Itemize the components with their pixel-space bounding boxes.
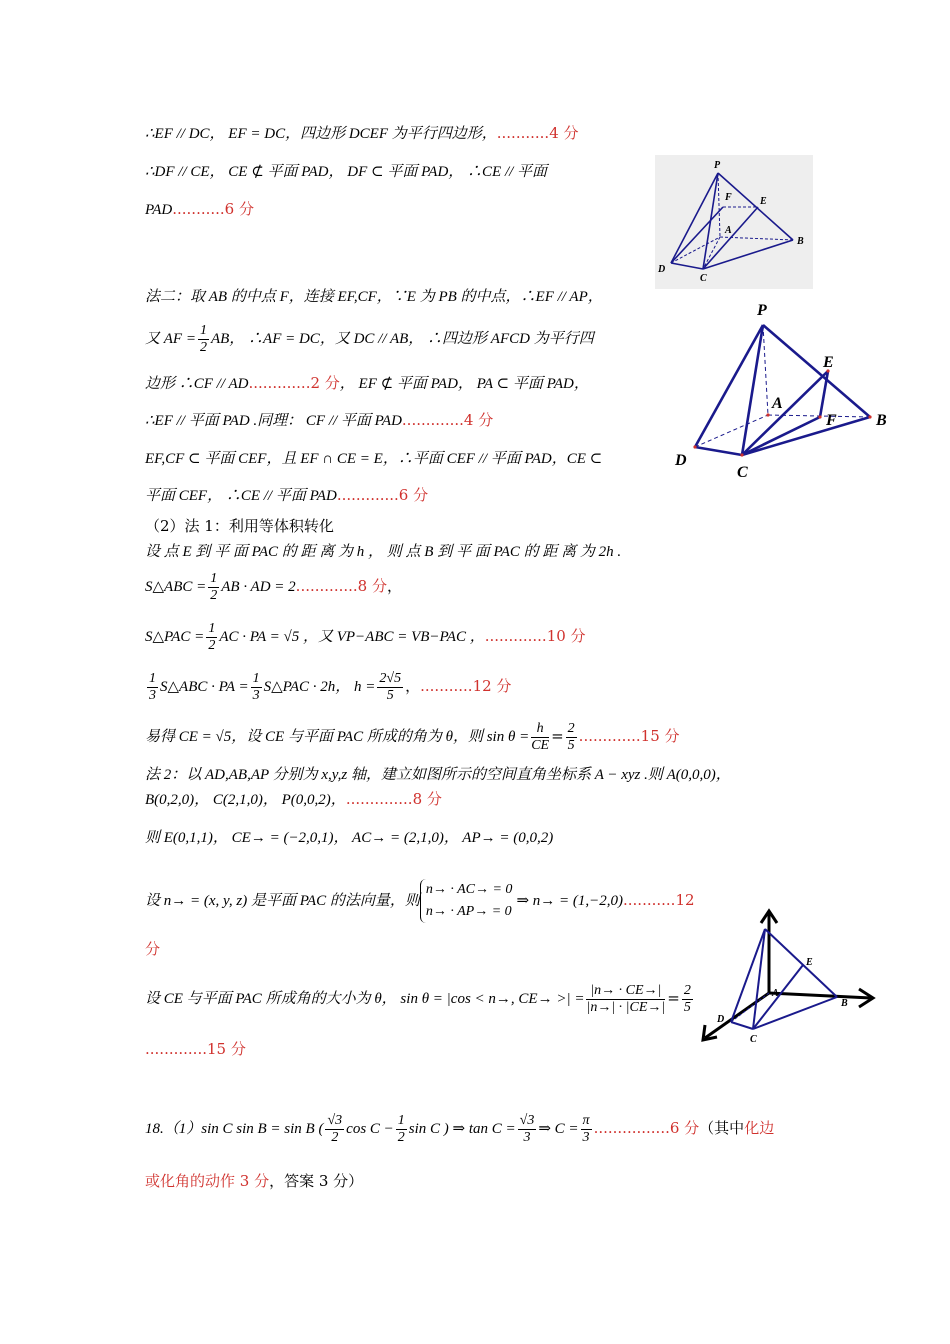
text: ∴EF // DC， EF = DC，四边形 DCEF 为平行四边形， (145, 126, 497, 142)
text: S△ABC · PA = (160, 679, 249, 695)
label-D: D (658, 264, 666, 275)
text: cos C − (346, 1121, 394, 1137)
text: 法 2：以 AD,AB,AP 分别为 x,y,z 轴，建立如图所示的空间直角坐标系 A − xyz .则 A(0,0,0)， (145, 767, 731, 783)
line-6 (145, 372, 589, 395)
line-16 (145, 763, 731, 786)
fraction: $\frac{h}{CE}$ (531, 720, 550, 753)
equation-system: n→ · AC→ = 0 n→ · AP→ = 0 (420, 879, 513, 923)
point-D (693, 445, 696, 448)
line-15 (145, 718, 680, 755)
text: S△PAC · 2h， h = (263, 679, 376, 695)
line-24 (145, 1170, 363, 1192)
label-B: B (876, 412, 887, 429)
text: 18.（1）sin C sin B = sin B ( (145, 1121, 324, 1137)
label-A: A (772, 988, 779, 999)
label-E: E (823, 354, 834, 371)
fraction: $\frac{√3}{2}$ (327, 1112, 343, 1145)
text: ， (405, 677, 421, 695)
text: ∴DF // CE， CE ⊄ 平面 PAD， DF ⊂ 平面 PAD， ∴CE // 平面 (145, 164, 548, 180)
text: PAD (145, 202, 173, 218)
line-1 (145, 122, 579, 145)
text: = (551, 727, 564, 745)
line-9 (145, 484, 428, 507)
score: .............6 分 (336, 486, 429, 504)
text: 法二：取 AB 的中点 F，连接 EF,CF，∵E 为 PB 的中点，∴EF // AP， (145, 289, 603, 305)
edge-PB (765, 929, 837, 997)
fraction: $\frac{1}{2}$ (210, 570, 218, 603)
text: 则 E(0,1,1)， CE→ = (−2,0,1)， AC→ = (2,1,0)， AP→ = (0,0,2) (145, 830, 554, 846)
score: ...........12 分 (420, 677, 512, 695)
score: .............4 分 (401, 411, 494, 429)
text: = (667, 989, 680, 1007)
text: ∴EF // 平面 PAD .同理： CF // 平面 PAD (145, 413, 402, 429)
label-D: D (717, 1014, 725, 1025)
fraction: $\frac{√3}{3}$ (519, 1112, 535, 1145)
label-B: B (797, 236, 804, 247)
line-18 (145, 826, 553, 849)
text: ， (386, 577, 402, 595)
fraction: $\frac{1}{2}$ (199, 322, 207, 355)
line-10 (145, 515, 334, 537)
score: .............8 分 (295, 577, 387, 595)
label-E: E (760, 196, 767, 207)
text: S△ABC = (145, 579, 207, 595)
line-11 (145, 540, 621, 563)
text: ， EF ⊄ 平面 PAD， PA ⊂ 平面 PAD， (339, 376, 589, 392)
line-4 (145, 285, 603, 308)
text: AB · AD = 2 (221, 579, 296, 595)
figure-background (655, 155, 813, 289)
pyramid-figure-2 (670, 295, 900, 485)
line-20 (145, 938, 160, 960)
fraction: $\frac{2}{5}$ (567, 720, 575, 753)
score: .............15 分 (145, 1040, 246, 1058)
axis-y (769, 993, 871, 998)
line-17 (145, 788, 442, 811)
score: .............10 分 (484, 627, 586, 645)
fraction: $\frac{2√5}{5}$ (379, 670, 402, 703)
fraction: $\frac{\pi}{3}$ (582, 1112, 590, 1145)
pyramid-figure-1 (655, 155, 813, 289)
label-F: F (725, 192, 732, 203)
text: AB， ∴AF = DC，又 DC // AB， ∴四边形 AFCD 为平行四 (210, 331, 594, 347)
score: .............2 分 (248, 374, 340, 392)
score: ..............8 分 (345, 790, 442, 808)
label-B: B (841, 998, 848, 1009)
label-C: C (700, 273, 707, 284)
label-A: A (772, 395, 783, 412)
line-13 (145, 618, 586, 655)
line-7 (145, 409, 493, 432)
text: S△PAC = (145, 629, 205, 645)
line-8 (145, 447, 602, 470)
text: B(0,2,0)， C(2,1,0)， P(0,0,2)， (145, 792, 346, 808)
score: 或化角的动作 3 分 (145, 1172, 270, 1190)
text: ⇒ C = (538, 1121, 579, 1137)
fraction: $\frac{2}{5}$ (683, 982, 691, 1015)
label-P: P (757, 302, 767, 319)
score: 分 (145, 940, 161, 958)
text: 平面 CEF， ∴CE // 平面 PAD (145, 488, 337, 504)
fraction: $\frac{1}{3}$ (252, 670, 260, 703)
line-14 (145, 668, 511, 705)
score: .............15 分 (578, 727, 680, 745)
text: （2）法 1：利用等体积转化 (145, 517, 334, 535)
text: 易得 CE = √5，设 CE 与平面 PAC 所成的角为 θ，则 sin θ = (145, 729, 530, 745)
label-F: F (826, 412, 837, 429)
text: ，答案 3 分） (269, 1172, 364, 1190)
line-12 (145, 568, 402, 605)
text: 又 AF = (145, 331, 196, 347)
line-5 (145, 320, 594, 357)
text: 边形 ∴CF // AD (145, 376, 249, 392)
text: EF,CF ⊂ 平面 CEF，且 EF ∩ CE = E，∴平面 CEF // 平面 PAD，CE ⊂ (145, 451, 603, 467)
line-22 (145, 1038, 246, 1060)
text: （其中 (699, 1119, 745, 1137)
line-21 (145, 978, 695, 1019)
score: ...........4 分 (496, 124, 579, 142)
score: ...........6 分 (172, 200, 254, 218)
fraction: $\frac{1}{2}$ (208, 620, 216, 653)
label-E: E (806, 957, 813, 968)
label-A: A (725, 225, 732, 236)
point-A (766, 413, 769, 416)
score: ................6 分 (593, 1119, 700, 1137)
point-C (740, 453, 743, 456)
pyramid-figure-3 (695, 905, 880, 1050)
point-B (868, 415, 871, 418)
line-2 (145, 160, 547, 183)
fraction: $\frac{1}{2}$ (397, 1112, 405, 1145)
text: AC · PA = √5 ，又 VP−ABC = VB−PAC ， (219, 629, 485, 645)
text: sin C ) ⇒ tan C = (408, 1121, 516, 1137)
score: 化边 (744, 1119, 775, 1137)
line-3 (145, 198, 254, 221)
text: 设 点 E 到 平 面 PAC 的 距 离 为 h ， 则 点 B 到 平 面 PAC 的 距 离 为 2h . (145, 544, 622, 560)
text: ⇒ n→ = (1,−2,0) (516, 893, 623, 909)
line-19 (145, 876, 695, 925)
point-F (818, 415, 821, 418)
line-23 (145, 1108, 774, 1149)
label-P: P (714, 160, 721, 171)
label-D: D (675, 452, 687, 469)
text: 设 CE 与平面 PAC 所成角的大小为 θ， sin θ = |cos < n→, CE→ >| = (145, 991, 585, 1007)
score: ...........12 (623, 891, 695, 909)
label-C: C (750, 1034, 757, 1045)
fraction: $\frac{|n\to \cdot CE\to|}{|n\to| \cdot |CE\to|}$ (586, 982, 666, 1015)
edge-PA (763, 325, 768, 415)
fraction: $\frac{1}{3}$ (149, 670, 156, 703)
text: 设 n→ = (x, y, z) 是平面 PAC 的法向量，则 (145, 893, 420, 909)
edge-DA (695, 415, 768, 447)
label-C: C (737, 464, 748, 481)
edge-DC (731, 1022, 753, 1029)
edge-DC (695, 447, 742, 455)
